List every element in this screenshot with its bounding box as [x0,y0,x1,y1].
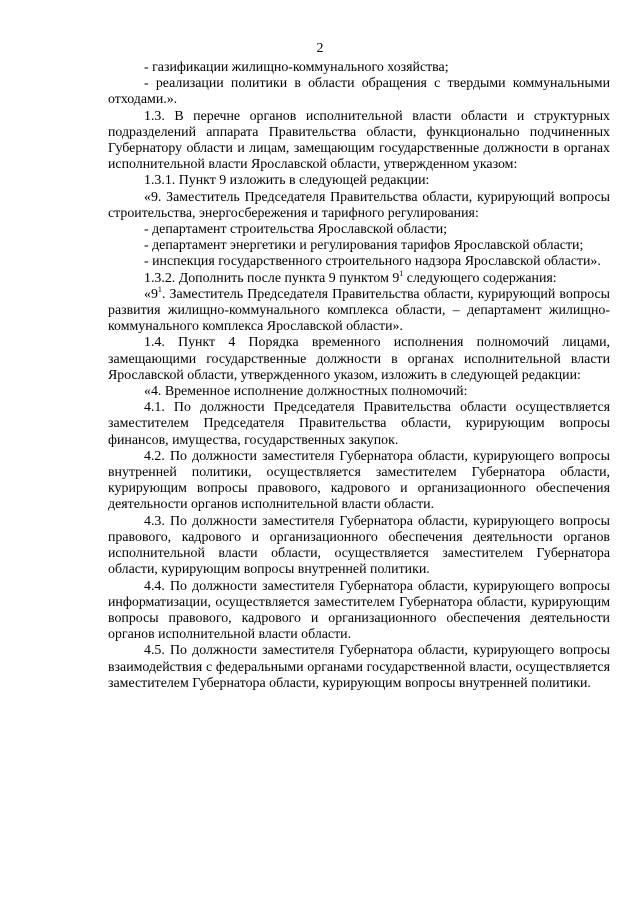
item-9-1-prefix: «9 [144,286,158,302]
paragraph-1-3-2 [108,268,610,287]
item-9-1-text: . Заместитель Председателя Правительства области, курирующий вопросы развития жилищно-коммунального комплекса области, – департамент жилищно-коммунального комплекса Ярославской области». [108,286,610,335]
paragraph-1-4: 1.4. Пункт 4 Порядка временного исполнения полномочий лицами, замещающими государственные должности в органах исполнительной власти Ярославской области, утвержденного указом, изложить в следующей редакции: [108,335,610,383]
paragraph-4-2: 4.2. По должности заместителя Губернатора области, курирующего вопросы внутренней политики, осуществляется заместителем Губернатора области, курирующим вопросы правового, кадрового и организационного обеспечения деятельности органов исполнительной власти области. [108,448,610,513]
paragraph-4-heading: «4. Временное исполнение должностных полномочий: [144,384,468,400]
paragraph-dept-construction: - департамент строительства Ярославской области; [144,222,448,238]
paragraph-4-1: 4.1. По должности Председателя Правительства области осуществляется заместителем Председателя Правительства области, курирующим вопросы финансов, имущества, государственных закупок. [108,400,610,448]
document-body [108,60,610,692]
paragraph-1-3: 1.3. В перечне органов исполнительной власти области и структурных подразделений аппарата Правительства области, функционально подчиненных Губернатору области и лицам, замещающим государственные должности в органах исполнительной власти Ярославской области, утвержденном указом: [108,108,610,173]
superscript-1: 1 [157,284,162,294]
item-1-3-2-text: 1.3.2. Дополнить после пункта 9 пунктом 9 [144,270,400,286]
superscript-1: 1 [399,268,404,278]
paragraph-4-3: 4.3. По должности заместителя Губернатора области, курирующего вопросы правового, кадрового и организационного обеспечения деятельности органов исполнительной власти области, осуществляется заместителем Губернатора области, курирующим вопросы внутренней политики. [108,513,610,578]
paragraph-inspection: - инспекция государственного строительного надзора Ярославской области». [144,254,601,270]
paragraph-dept-energy: - департамент энергетики и регулирования тарифов Ярославской области; [144,238,584,254]
paragraph-waste-policy: - реализации политики в области обращения с твердыми коммунальными отходами.». [108,76,610,108]
paragraph-4-5: 4.5. По должности заместителя Губернатора области, курирующего вопросы взаимодействия с федеральными органами государственной власти, осуществляется заместителем Губернатора области, курирующим вопросы внутренней политики. [108,643,610,691]
paragraph-item-9: «9. Заместитель Председателя Правительства области, курирующий вопросы строительства, энергосбережения и тарифного регулирования: [108,189,610,221]
page-number: 2 [316,41,324,56]
paragraph-item-9-1 [108,284,610,336]
paragraph-1-3-1: 1.3.1. Пункт 9 изложить в следующей редакции: [144,173,430,189]
item-1-3-2-tail: следующего содержания: [403,270,557,286]
paragraph-gasification: - газификации жилищно-коммунального хозяйства; [144,60,449,75]
paragraph-4-4: 4.4. По должности заместителя Губернатора области, курирующего вопросы информатизации, осуществляется заместителем Губернатора области, курирующим вопросы правового, кадрового и организационного обеспечения деятельности органов исполнительной власти области. [108,578,610,643]
